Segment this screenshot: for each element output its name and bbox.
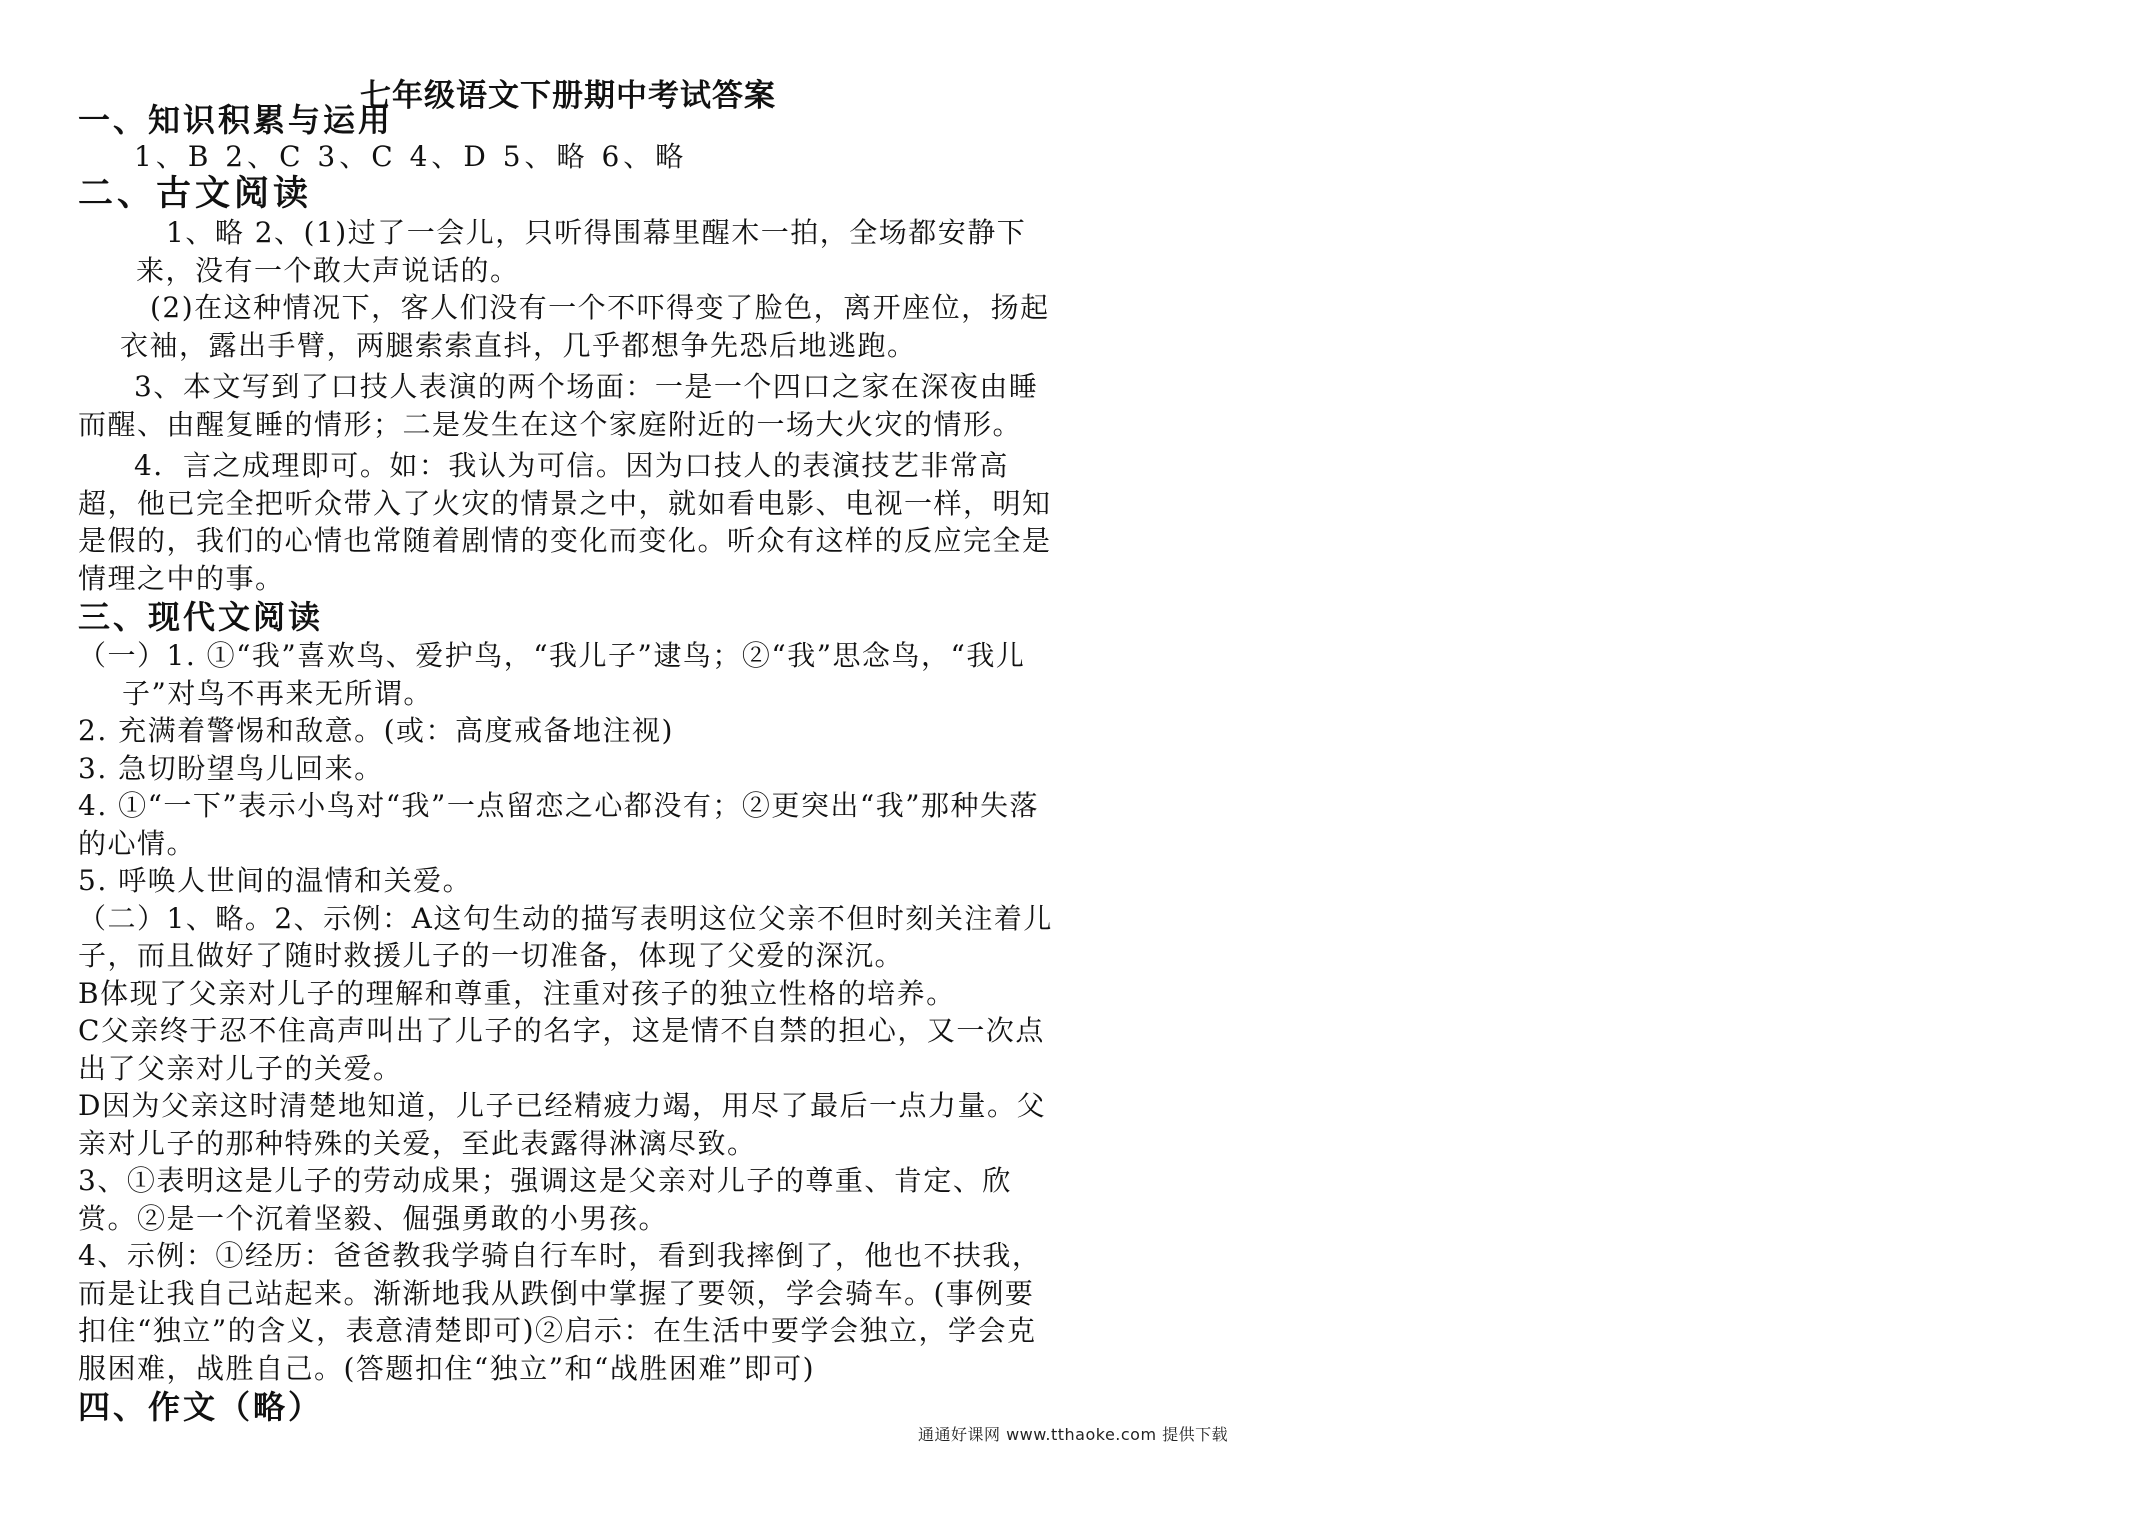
section-classical-reading: [78, 174, 1058, 597]
knowledge-answers: 1、B 2、C 3、C 4、D 5、略 6、略: [134, 140, 688, 173]
section-heading-composition: 四、作文（略）: [78, 1388, 324, 1426]
modern-part1-answer-1: （一）1. ①“我”喜欢鸟、爱护鸟，“我儿子”逮鸟；②“我”思念鸟，“我儿子”对鸟不再来无所谓。: [78, 639, 1026, 710]
section-heading-classical: 二、古文阅读: [78, 174, 313, 214]
modern-part2-answer-2d: D因为父亲这时清楚地知道，儿子已经精疲力竭，用尽了最后一点力量。父亲对儿子的那种特殊的关爱，至此表露得淋漓尽致。: [78, 1089, 1046, 1160]
section-modern-reading: [78, 597, 1058, 1387]
modern-part1-answer-5: 5. 呼唤人世间的温情和关爱。: [78, 864, 473, 897]
classical-answer-1-2-1: 1、略 2、(1)过了一会儿，只听得围幕里醒木一拍，全场都安静下来，没有一个敢大声说话的。: [136, 216, 1027, 287]
classical-answer-3: 3、本文写到了口技人表演的两个场面：一是一个四口之家在深夜由睡而醒、由醒复睡的情形；二是发生在这个家庭附近的一场大火灾的情形。: [78, 370, 1039, 441]
modern-part2-answer-4: 4、示例：①经历：爸爸教我学骑自行车时，看到我摔倒了，他也不扶我，而是让我自己站起来。渐渐地我从跌倒中掌握了要领，学会骑车。(事例要扣住“独立”的含义，表意清楚即可)②启示：在生活中要学会独立，学会克服困难，战胜自己。(答题扣住“独立”和“战胜困难”即可): [78, 1239, 1042, 1385]
modern-part2-answer-3: 3、①表明这是儿子的劳动成果；强调这是父亲对儿子的尊重、肯定、欣赏。②是一个沉着坚毅、倔强勇敢的小男孩。: [78, 1164, 1012, 1235]
modern-part2-answer-2c: C父亲终于忍不住高声叫出了儿子的名字，这是情不自禁的担心，又一次点出了父亲对儿子的关爱。: [78, 1014, 1045, 1085]
footer-source: 通通好课网 www.tthaoke.com 提供下载: [918, 1425, 1229, 1444]
modern-part1-answer-2: 2. 充满着警惕和敌意。(或：高度戒备地注视): [78, 714, 674, 747]
classical-answer-2-2: (2)在这种情况下，客人们没有一个不吓得变了脸色，离开座位，扬起衣袖，露出手臂，两腿索索直抖，几乎都想争先恐后地逃跑。: [120, 291, 1050, 362]
document-title: 七年级语文下册期中考试答案: [360, 78, 776, 114]
modern-part2-answer-1-2a: （二）1、略。2、示例：A这句生动的描写表明这位父亲不但时刻关注着儿子，而且做好了随时救援儿子的一切准备，体现了父爱的深沉。: [78, 901, 1053, 972]
classical-answer-4: 4．言之成理即可。如：我认为可信。因为口技人的表演技艺非常高超，他已完全把听众带入了火灾的情景之中，就如看电影、电视一样，明知是假的，我们的心情也常随着剧情的变化而变化。听众有这样的反应完全是情理之中的事。: [78, 449, 1052, 595]
modern-part1-answer-4: 4. ①“一下”表示小鸟对“我”一点留恋之心都没有；②更突出“我”那种失落的心情。: [78, 789, 1040, 860]
modern-part1-answer-3: 3. 急切盼望鸟儿回来。: [78, 751, 384, 785]
modern-part2-answer-2b: B体现了父亲对儿子的理解和尊重，注重对孩子的独立性格的培养。: [78, 976, 956, 1010]
section-composition: [78, 1387, 1058, 1427]
section-heading-modern: 三、现代文阅读: [78, 598, 324, 636]
section-knowledge: [78, 100, 1058, 174]
answer-content: [78, 100, 1058, 1427]
section-heading-knowledge: 一、知识积累与运用: [78, 101, 394, 139]
